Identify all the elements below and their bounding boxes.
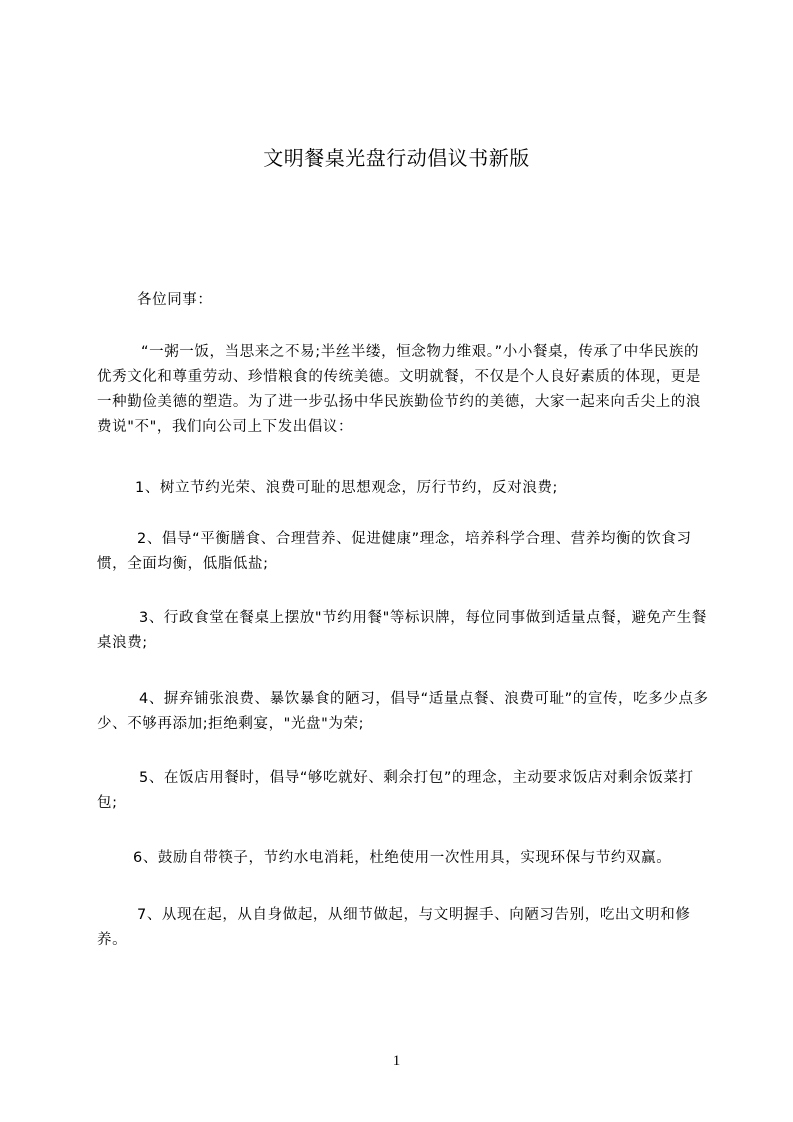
intro-paragraph: “一粥一饭，当思来之不易;半丝半缕，恒念物力维艰。”小小餐桌，传承了中华民族的优秀文化和尊重劳动、珍惜粮食的传统美德。文明就餐，不仅是个人良好素质的体现，更是一种勤俭美德的塑造。为了进一步弘扬中华民族勤俭节约的美德，大家一起来向舌尖上的浪费说"不"，我们向公司上下发出倡议： <box>97 344 701 435</box>
proposal-item-6: 6、鼓励自带筷子，节约水电消耗，杜绝使用一次性用具，实现环保与节约双赢。 <box>133 850 672 866</box>
greeting: 各位同事： <box>137 292 213 308</box>
proposal-item-2: 2、倡导“平衡膳食、合理营养、促进健康”理念，培养科学合理、营养均衡的饮食习惯，全面均衡，低脂低盐; <box>97 531 692 572</box>
proposal-item-7: 7、从现在起，从自身做起，从细节做起，与文明握手、向陋习告别，吃出文明和修养。 <box>97 907 691 948</box>
proposal-item-1: 1、树立节约光荣、浪费可耻的思想观念，厉行节约，反对浪费; <box>135 480 559 496</box>
document-title: 文明餐桌光盘行动倡议书新版 <box>263 146 530 170</box>
proposal-item-3: 3、行政食堂在餐桌上摆放"节约用餐"等标识牌，每位同事做到适量点餐，避免产生餐桌浪费; <box>97 610 707 651</box>
proposal-item-5: 5、在饭店用餐时，倡导“够吃就好、剩余打包”的理念，主动要求饭店对剩余饭菜打包; <box>97 770 694 811</box>
page-number: 1 <box>392 1053 401 1069</box>
proposal-item-4: 4、摒弃铺张浪费、暴饮暴食的陋习，倡导“适量点餐、浪费可耻”的宣传，吃多少点多少、不够再添加;拒绝剩宴，"光盘"为荣; <box>97 691 709 732</box>
